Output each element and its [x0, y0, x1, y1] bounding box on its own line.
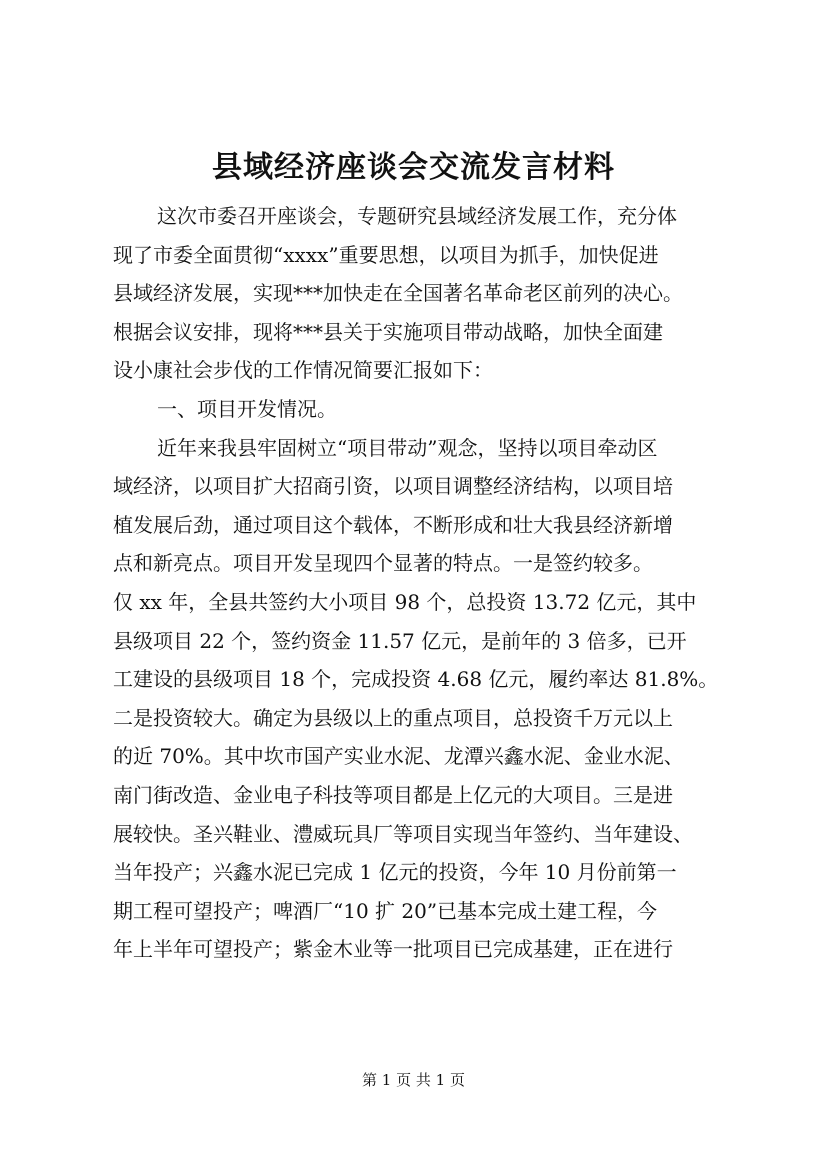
body-line: 现了市委全面贯彻“xxxx”重要思想，以项目为抓手，加快促进: [113, 242, 659, 267]
body-line: 这次市委召开座谈会，专题研究县域经济发展工作，充分体: [157, 204, 677, 228]
body-line: 期工程可望投产；啤酒厂“10 扩 20”已基本完成土建工程，今: [113, 898, 658, 923]
body-line: 点和新亮点。项目开发呈现四个显著的特点。一是签约较多。: [113, 551, 653, 576]
body-line: 设小康社会步伐的工作情况简要汇报如下：: [113, 358, 493, 383]
body-line: 二是投资较大。确定为县级以上的重点项目，总投资千万元以上: [113, 705, 673, 730]
body-line: 仅 xx 年，全县共签约大小项目 98 个，总投资 13.72 亿元，其中: [113, 589, 697, 614]
body-line: 一、项目开发情况。: [157, 396, 337, 421]
body-line: 南门街改造、金业电子科技等项目都是上亿元的大项目。三是进: [113, 782, 673, 807]
body-line: 植发展后劲，通过项目这个载体，不断形成和壮大我县经济新增: [113, 512, 673, 537]
document-title: 县域经济座谈会交流发言材料: [212, 150, 615, 185]
body-line: 的近 70%。其中坎市国产实业水泥、龙潭兴鑫水泥、金业水泥、: [113, 744, 684, 769]
body-line: 县级项目 22 个，签约资金 11.57 亿元，是前年的 3 倍多，已开: [113, 628, 687, 653]
body-line: 根据会议安排，现将***县关于实施项目带动战略，加快全面建: [113, 319, 663, 344]
body-line: 工建设的县级项目 18 个，完成投资 4.68 亿元，履约率达 81.8%。: [113, 667, 719, 692]
document-body: [113, 197, 753, 969]
body-line: 近年来我县牢固树立“项目带动”观念，坚持以项目牵动区: [157, 435, 658, 460]
body-line: 当年投产；兴鑫水泥已完成 1 亿元的投资，今年 10 月份前第一: [113, 860, 677, 885]
body-line: 年上半年可望投产；紫金木业等一批项目已完成基建，正在进行: [113, 937, 673, 962]
page-footer: 第 1 页 共 1 页: [362, 1071, 465, 1089]
body-line: 县域经济发展，实现***加快走在全国著名革命老区前列的决心。: [113, 281, 683, 306]
body-line: 域经济，以项目扩大招商引资，以项目调整经济结构，以项目培: [113, 474, 673, 499]
body-line: 展较快。圣兴鞋业、澧威玩具厂等项目实现当年签约、当年建设、: [113, 821, 693, 846]
